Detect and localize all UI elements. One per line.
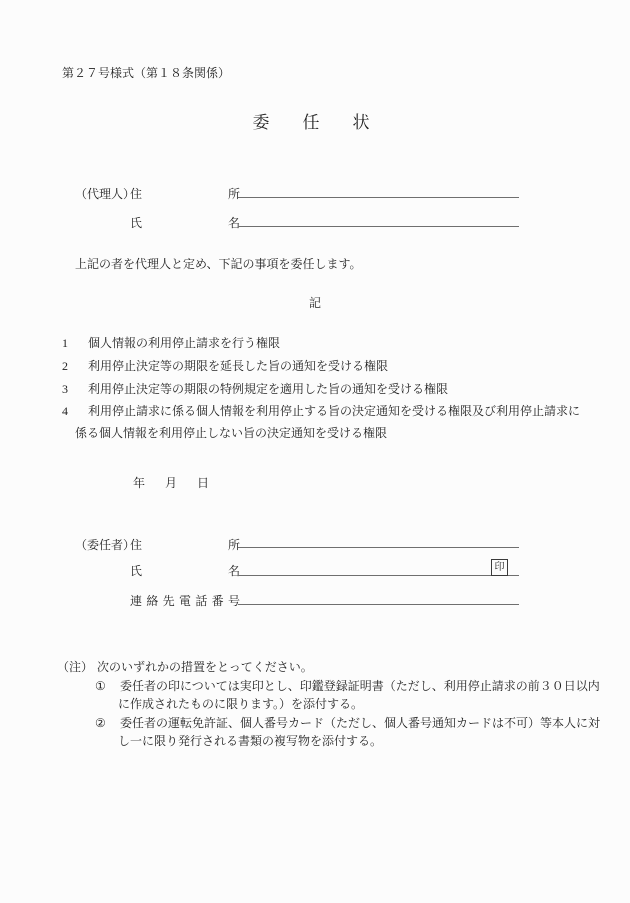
principal-name-label: 氏名 — [130, 564, 240, 578]
agent-name-fill-line[interactable] — [238, 226, 519, 227]
principal-phone-fill-line[interactable] — [238, 604, 519, 605]
form-number: 第２７号様式（第１８条関係） — [62, 66, 231, 80]
agent-role-label: （代理人） — [75, 187, 136, 201]
item-text: 個人情報の利用停止請求を行う権限 — [88, 336, 281, 350]
note-label: （注） — [57, 660, 94, 674]
agent-address-label: 住所 — [130, 187, 240, 201]
principal-phone-label: 連絡先電話番号 — [130, 594, 240, 608]
agent-address-fill-line[interactable] — [238, 197, 519, 198]
item-number: 4 — [62, 404, 68, 418]
principal-name-fill-line[interactable] — [238, 575, 519, 576]
item-number: 2 — [62, 359, 68, 373]
date-fill-area[interactable]: 年 月 日 — [133, 476, 214, 490]
intro-text: 上記の者を代理人と定め、下記の事項を委任します。 — [75, 257, 362, 271]
item-text: 利用停止請求に係る個人情報を利用停止する旨の決定通知を受ける権限及び利用停止請求に — [88, 404, 581, 418]
note-intro: 次のいずれかの措置をとってください。 — [97, 660, 313, 674]
principal-address-fill-line[interactable] — [238, 547, 519, 548]
item-text: 利用停止決定等の期限の特例規定を適用した旨の通知を受ける権限 — [88, 382, 449, 396]
item-number: 1 — [62, 336, 68, 350]
note-text-continued: に作成されたものに限ります。）を添付する。 — [118, 697, 364, 711]
note-number: ② — [95, 716, 106, 730]
item-text: 利用停止決定等の期限を延長した旨の通知を受ける権限 — [88, 359, 389, 373]
note-text: 委任者の印については実印とし、印鑑登録証明書（ただし、利用停止請求の前３０日以内 — [120, 679, 600, 693]
ki-heading: 記 — [308, 296, 321, 310]
seal-placeholder-box[interactable]: 印 — [491, 559, 508, 576]
principal-address-label: 住所 — [130, 538, 240, 552]
item-number: 3 — [62, 382, 68, 396]
item-text-continued: 係る個人情報を利用停止しない旨の決定通知を受ける権限 — [75, 426, 388, 440]
note-text: 委任者の運転免許証、個人番号カード（ただし、個人番号通知カードは不可）等本人に対 — [120, 716, 601, 730]
page-title: 委 任 状 — [252, 113, 378, 132]
note-text-continued: し一に限り発行される書類の複写物を添付する。 — [118, 734, 383, 748]
agent-name-label: 氏名 — [130, 216, 240, 230]
note-number: ① — [95, 679, 106, 693]
principal-role-label: （委任者） — [75, 538, 136, 552]
